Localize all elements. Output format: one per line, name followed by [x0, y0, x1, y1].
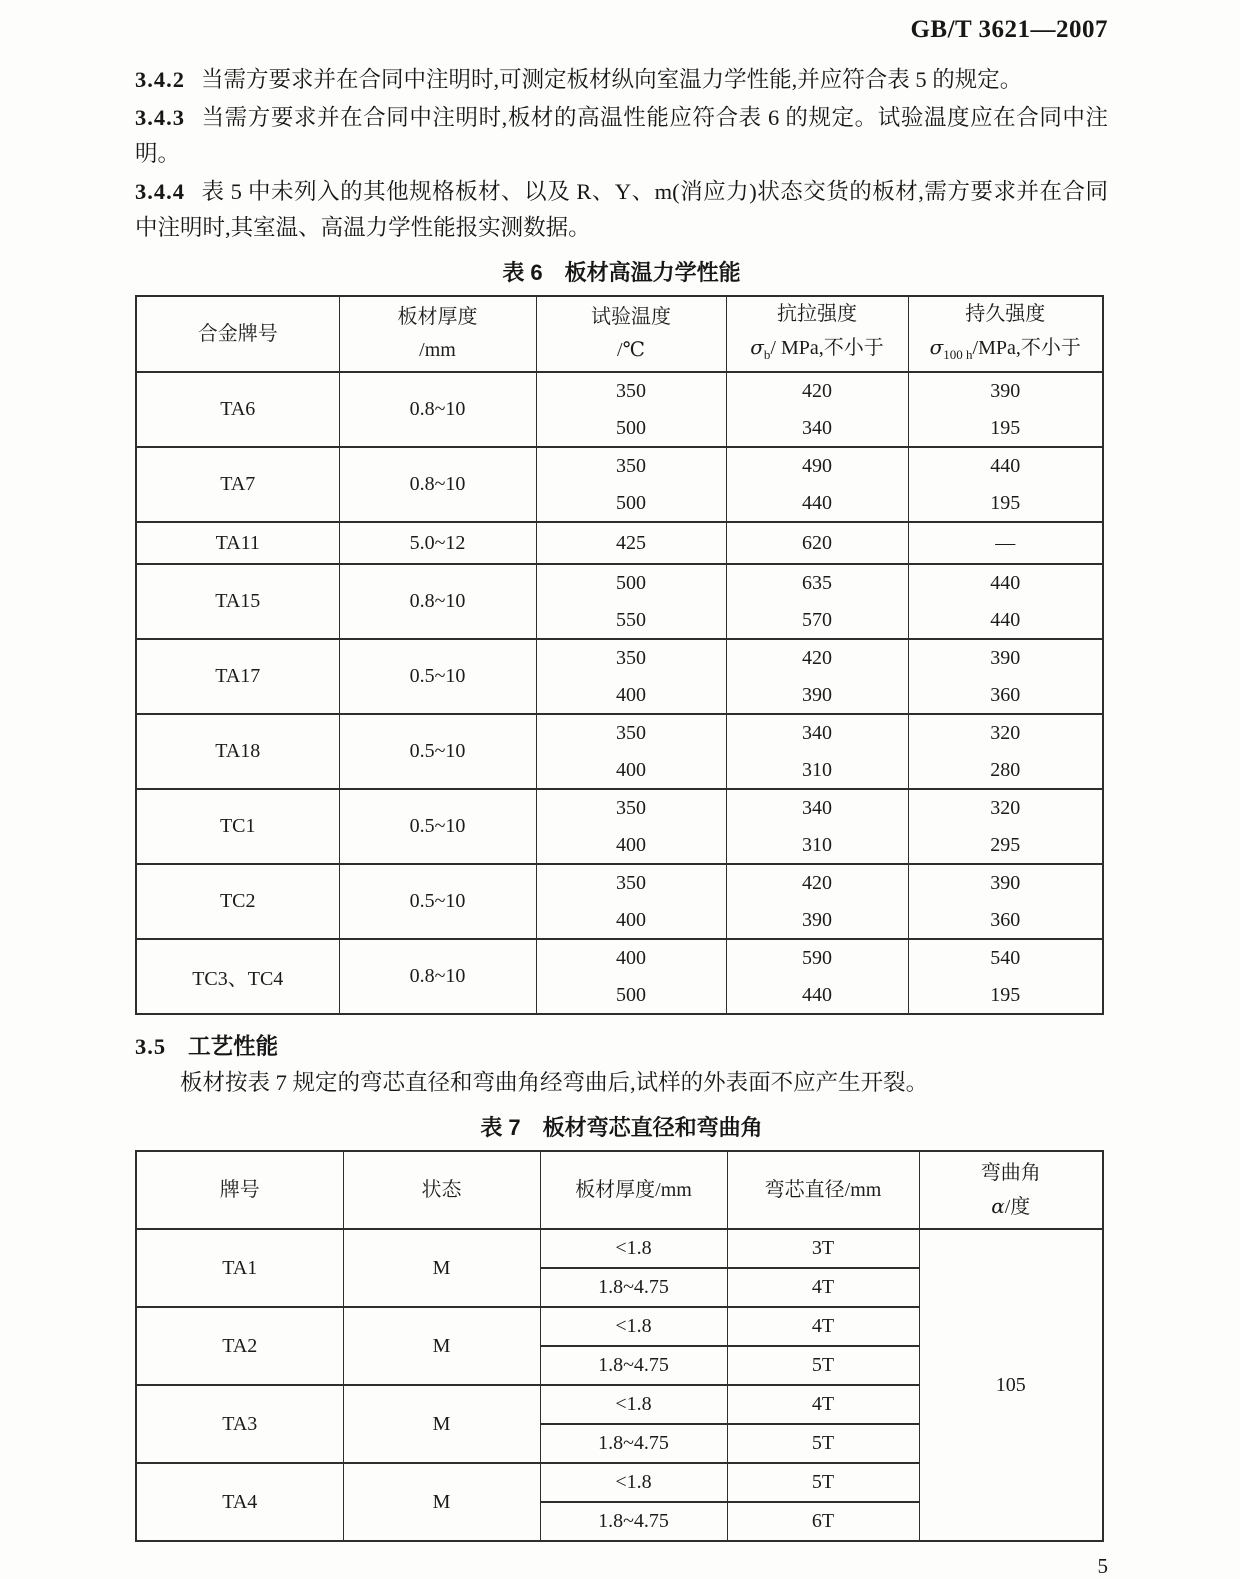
- thickness-cell: 1.8~4.75: [540, 1346, 727, 1385]
- table-row: [136, 372, 1103, 447]
- sigma-subscript: 100 h: [943, 346, 973, 362]
- tensile-cell: [726, 564, 908, 639]
- thickness-cell: 0.5~10: [339, 864, 536, 939]
- bend-cell: 3T: [727, 1229, 919, 1268]
- value-line: 390: [802, 683, 832, 706]
- unit-text: / MPa,不小于: [770, 336, 884, 359]
- thickness-cell: 0.5~10: [339, 789, 536, 864]
- value-line: 400: [616, 833, 646, 856]
- bend-cell: 6T: [727, 1502, 919, 1541]
- col-header-bend-diameter: [727, 1151, 919, 1229]
- value-line: 500: [616, 491, 646, 514]
- value-line: 635: [802, 572, 832, 594]
- value-line: 340: [802, 722, 832, 744]
- temp-cell: [536, 714, 726, 789]
- header-label: 弯芯直径/mm: [764, 1178, 882, 1201]
- value-line: 195: [990, 491, 1021, 514]
- value-line: 360: [990, 908, 1021, 931]
- temp-cell: [536, 864, 726, 939]
- table-row: [136, 522, 1103, 564]
- value-line: 440: [990, 572, 1021, 594]
- temp-cell: 425: [536, 522, 726, 564]
- col-header-alloy: [136, 296, 339, 372]
- value-line: 590: [802, 947, 832, 969]
- value-line: 350: [616, 872, 646, 894]
- value-line: 350: [616, 380, 646, 402]
- bend-cell: 4T: [727, 1268, 919, 1307]
- alloy-cell: TA15: [136, 564, 339, 639]
- value-line: 320: [990, 722, 1021, 744]
- table-row: [136, 447, 1103, 522]
- header-label: 状态: [421, 1178, 462, 1201]
- value-line: 400: [616, 683, 646, 706]
- alloy-cell: TA17: [136, 639, 339, 714]
- value-line: 295: [990, 833, 1021, 856]
- thickness-cell: <1.8: [540, 1229, 727, 1268]
- value-line: 390: [990, 872, 1021, 894]
- header-label: 板材厚度/mm: [575, 1178, 692, 1201]
- endurance-cell: [908, 939, 1103, 1014]
- temp-cell: [536, 564, 726, 639]
- unit-text: /MPa,不小于: [972, 336, 1081, 359]
- value-line: 490: [802, 455, 832, 477]
- value-line: 310: [802, 758, 832, 781]
- value-line: 195: [990, 416, 1021, 439]
- thickness-cell: 5.0~12: [339, 522, 536, 564]
- value-line: 540: [990, 947, 1021, 969]
- tensile-cell: [726, 447, 908, 522]
- temp-cell: [536, 372, 726, 447]
- endurance-cell: —: [908, 522, 1103, 564]
- value-line: 440: [802, 491, 832, 514]
- clause-text: 当需方要求并在合同中注明时,可测定板材纵向室温力学性能,并应符合表 5 的规定。: [201, 67, 1023, 92]
- state-cell: M: [343, 1307, 540, 1385]
- value-line: 320: [990, 797, 1021, 819]
- tensile-cell: [726, 639, 908, 714]
- grade-cell: TA3: [136, 1385, 343, 1463]
- thickness-cell: 0.8~10: [339, 939, 536, 1014]
- value-line: 340: [802, 416, 832, 439]
- value-line: 390: [802, 908, 832, 931]
- endurance-cell: [908, 447, 1103, 522]
- col-header-grade: [136, 1151, 343, 1229]
- endurance-cell: [908, 864, 1103, 939]
- value-line: 280: [990, 758, 1021, 781]
- state-cell: M: [343, 1463, 540, 1541]
- grade-cell: TA2: [136, 1307, 343, 1385]
- table-row: [136, 864, 1103, 939]
- header-label: 持久强度: [965, 302, 1046, 325]
- thickness-cell: 0.5~10: [339, 714, 536, 789]
- temp-cell: [536, 789, 726, 864]
- value-line: 310: [802, 833, 832, 856]
- value-line: 570: [802, 608, 832, 631]
- clause-number: 3.4.4: [135, 179, 185, 204]
- value-line: 390: [990, 647, 1021, 669]
- thickness-cell: <1.8: [540, 1307, 727, 1346]
- thickness-cell: <1.8: [540, 1385, 727, 1424]
- header-label: 抗拉强度: [777, 302, 857, 325]
- header-label: 合金牌号: [197, 322, 278, 345]
- clause-number: 3.4.2: [135, 67, 185, 92]
- section-3-5-paragraph: 板材按表 7 规定的弯芯直径和弯曲角经弯曲后,试样的外表面不应产生开裂。: [180, 1070, 929, 1095]
- thickness-cell: 0.8~10: [339, 447, 536, 522]
- tensile-cell: 620: [726, 522, 908, 564]
- alloy-cell: TA6: [136, 372, 339, 447]
- sigma-symbol: σ: [929, 334, 944, 359]
- endurance-cell: [908, 639, 1103, 714]
- clause-3-4-3: [135, 100, 1108, 172]
- header-unit: [909, 331, 1103, 371]
- doc-number: GB/T 3621—2007: [910, 16, 1108, 43]
- header-label: 弯曲角: [980, 1161, 1041, 1184]
- alloy-cell: TA11: [136, 522, 339, 564]
- thickness-cell: 1.8~4.75: [540, 1268, 727, 1307]
- table-row: [136, 639, 1103, 714]
- bend-cell: 4T: [727, 1307, 919, 1346]
- grade-cell: TA1: [136, 1229, 343, 1307]
- value-line: 500: [616, 983, 646, 1006]
- value-line: 350: [616, 647, 646, 669]
- temp-cell: [536, 447, 726, 522]
- clause-number: 3.4.3: [135, 105, 185, 130]
- alpha-symbol: α: [991, 1193, 1005, 1218]
- header-label: 试验温度: [591, 306, 671, 328]
- tensile-cell: [726, 789, 908, 864]
- page-number: 5: [1097, 1554, 1108, 1578]
- thickness-cell: 0.5~10: [339, 639, 536, 714]
- value-line: 440: [990, 608, 1021, 631]
- header-label: 板材厚度: [397, 306, 478, 328]
- value-line: 440: [802, 983, 832, 1006]
- endurance-cell: [908, 789, 1103, 864]
- col-header-tensile-strength: [726, 296, 908, 372]
- table-row: [136, 1229, 1103, 1268]
- table6: [135, 295, 1104, 1015]
- header-label: 牌号: [219, 1178, 260, 1201]
- endurance-cell: [908, 564, 1103, 639]
- thickness-cell: 1.8~4.75: [540, 1502, 727, 1541]
- col-header-endurance-strength: [908, 296, 1103, 372]
- bend-cell: 5T: [727, 1463, 919, 1502]
- table7-caption: 表 7 板材弯芯直径和弯曲角: [480, 1115, 763, 1140]
- temp-cell: [536, 639, 726, 714]
- bend-cell: 5T: [727, 1424, 919, 1463]
- alloy-cell: TA7: [136, 447, 339, 522]
- sigma-subscript: b: [763, 346, 771, 362]
- table-row: [136, 564, 1103, 639]
- thickness-cell: 0.8~10: [339, 564, 536, 639]
- bend-cell: 5T: [727, 1346, 919, 1385]
- alloy-cell: TC3、TC4: [136, 939, 339, 1014]
- value-line: 195: [990, 983, 1021, 1006]
- table-row: [136, 789, 1103, 864]
- section-number: 3.5: [135, 1034, 167, 1059]
- value-line: 390: [990, 380, 1021, 402]
- value-line: 360: [990, 683, 1021, 706]
- tensile-cell: [726, 939, 908, 1014]
- unit-text: /度: [1004, 1195, 1031, 1218]
- alloy-cell: TA18: [136, 714, 339, 789]
- table6-header-row: [136, 296, 1103, 372]
- value-line: 500: [616, 572, 646, 594]
- value-line: 420: [802, 872, 832, 894]
- endurance-cell: [908, 372, 1103, 447]
- clause-3-4-2: [135, 62, 1108, 98]
- sigma-symbol: σ: [750, 334, 764, 359]
- col-header-temperature: [536, 296, 726, 372]
- header-unit: /℃: [617, 339, 645, 361]
- table6-caption: 表 6 板材高温力学性能: [502, 260, 741, 285]
- table7: [135, 1150, 1104, 1542]
- value-line: 420: [802, 647, 832, 669]
- value-line: 340: [802, 797, 832, 819]
- header-unit: [920, 1190, 1103, 1224]
- thickness-cell: <1.8: [540, 1463, 727, 1502]
- table-row: [136, 939, 1103, 1014]
- value-line: 350: [616, 455, 646, 477]
- header-unit: [727, 331, 908, 371]
- table-row: [136, 714, 1103, 789]
- bend-cell: 4T: [727, 1385, 919, 1424]
- tensile-cell: [726, 864, 908, 939]
- thickness-cell: 1.8~4.75: [540, 1424, 727, 1463]
- col-header-thickness: [540, 1151, 727, 1229]
- value-line: 550: [616, 608, 646, 631]
- clause-text: 当需方要求并在合同中注明时,板材的高温性能应符合表 6 的规定。试验温度应在合同中注明。: [135, 105, 1108, 166]
- thickness-cell: 0.8~10: [339, 372, 536, 447]
- value-line: 400: [616, 947, 646, 969]
- state-cell: M: [343, 1385, 540, 1463]
- value-line: 350: [616, 797, 646, 819]
- value-line: 400: [616, 758, 646, 781]
- value-line: 350: [616, 722, 646, 744]
- alloy-cell: TC2: [136, 864, 339, 939]
- alloy-cell: TC1: [136, 789, 339, 864]
- tensile-cell: [726, 372, 908, 447]
- value-line: 420: [802, 380, 832, 402]
- section-title: 工艺性能: [188, 1034, 279, 1059]
- header-unit: /mm: [419, 339, 456, 361]
- grade-cell: TA4: [136, 1463, 343, 1541]
- angle-cell: 105: [919, 1229, 1103, 1541]
- tensile-cell: [726, 714, 908, 789]
- state-cell: M: [343, 1229, 540, 1307]
- col-header-thickness: [339, 296, 536, 372]
- value-line: 400: [616, 908, 646, 931]
- section-3-5-heading: [135, 1029, 1108, 1061]
- col-header-state: [343, 1151, 540, 1229]
- table7-header-row: [136, 1151, 1103, 1229]
- endurance-cell: [908, 714, 1103, 789]
- col-header-bend-angle: [919, 1151, 1103, 1229]
- value-line: 440: [990, 455, 1021, 477]
- temp-cell: [536, 939, 726, 1014]
- clause-text: 表 5 中未列入的其他规格板材、以及 R、Y、m(消应力)状态交货的板材,需方要求并在合同中注明时,其室温、高温力学性能报实测数据。: [135, 179, 1108, 240]
- value-line: 500: [616, 416, 646, 439]
- clause-3-4-4: [135, 174, 1108, 246]
- document-page: [135, 0, 1108, 1542]
